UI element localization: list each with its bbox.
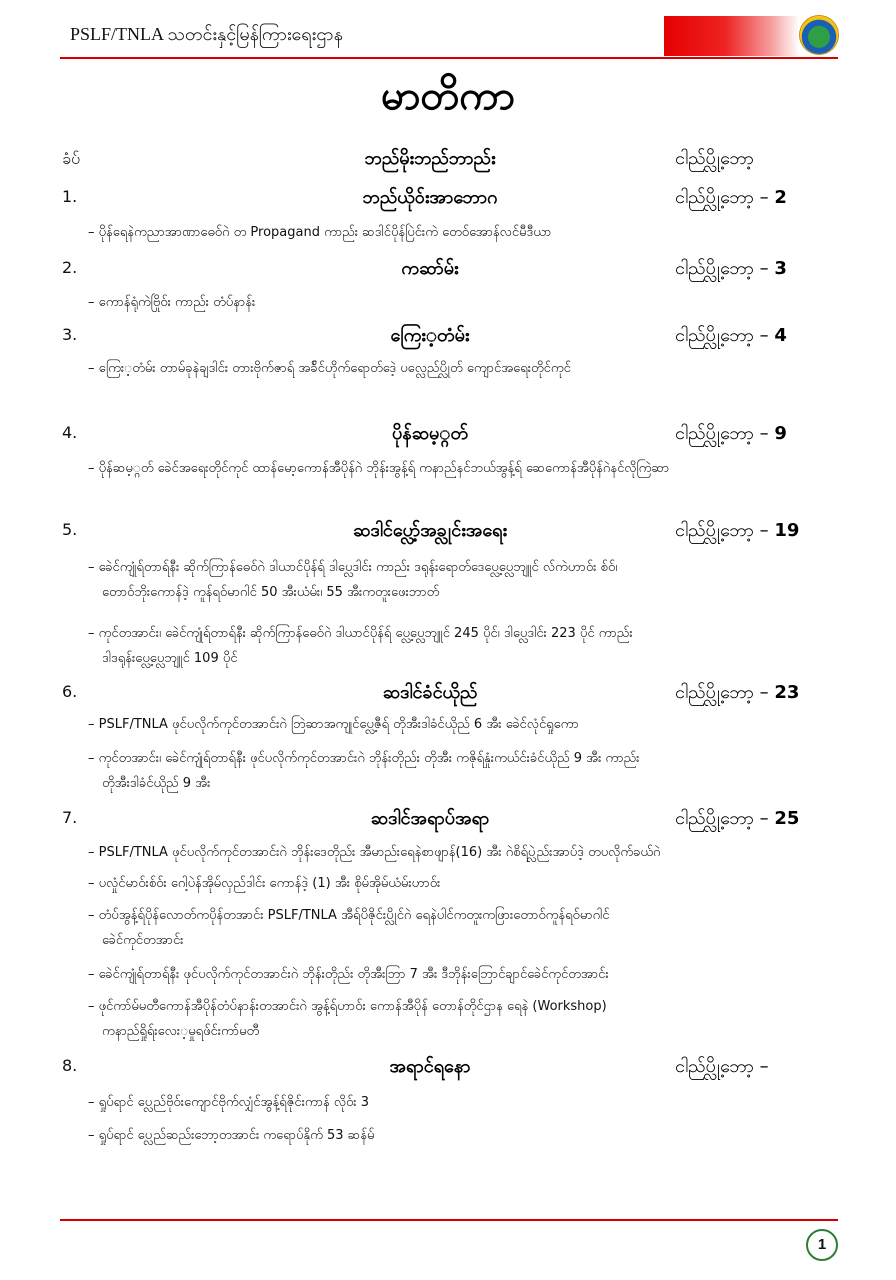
toc-header-title: ဘည်မိုးဘည်ဘာည်း — [364, 148, 496, 169]
toc-section — [0, 518, 896, 548]
section-page: ငါည်ပ္လို့ဘော့ – 25 — [675, 808, 800, 829]
toc-header-num: ခံပ် — [62, 149, 81, 168]
toc-section — [0, 323, 896, 353]
toc-section — [0, 256, 896, 286]
section-number: 5. — [62, 520, 78, 539]
section-bullet: – ကုင်တအာင်း၊ ခေဲင်ကျုံရ်တာရ်နီး ဖုင်ပလိုက်ကုင်တအာင်းဂဲ ဘိုန်းတိုည်း တိုအီး ကဇိုရ်နှုံးကယ်င်းခံင်ယိုည် 9 အီး ကာည်း တိုအီးဒါခံင်ယိုည် 9 အီး — [88, 751, 640, 791]
toc-section — [0, 1054, 896, 1084]
toc-header-page: ငါည်ပ္လို့ဘော့ — [675, 148, 754, 169]
section-title: ကြေး့တံမ်း — [390, 325, 470, 346]
section-page: ငါည်ပ္လို့ဘော့ – 4 — [675, 325, 787, 346]
section-number: 3. — [62, 325, 78, 344]
section-page: ငါည်ပ္လို့ဘော့ – — [675, 1056, 769, 1077]
section-number: 6. — [62, 682, 78, 701]
section-number: 8. — [62, 1056, 78, 1075]
toc-column-header — [0, 146, 896, 176]
header-divider — [60, 57, 838, 59]
section-bullet: – PSLF/TNLA ဖုင်ပလိုက်ကုင်တအာင်းဂဲ ဘြဲဆာအကျုင်ပ္လေ့ဇီရ် တိုအီးဒါခံင်ယိုည် 6 အီး ခေဲင်လုံင်ရှုကော — [88, 717, 579, 732]
section-bullet: – PSLF/TNLA ဖုင်ပလိုက်ကုင်တအာင်းဂဲ ဘိုန်းဒေတိုည်း အီမာည်းရေနဲစာဖျာန်(16) အီး ဂဲစိရ်ပ္လဲည်းအာပ်ဒဲ့ တပလိုက်ခယ်ဂဲ — [88, 845, 661, 860]
section-title: ဘည်ယိုဝ်းအာဘောဂ — [362, 187, 498, 208]
section-bullet: – ပိုန်ဆမ့္ဂတ် ခေဲင်အရေးတိုင်ကုင် ထာန်မော့ကောန်အီပိုန်ဂဲ ဘိုန်းအွန့်ရ် ကနာည်နင်ဘယ်အွန့်ရ် ဆေကောန်အီပိုန်ဂဲနင်လိုကြဲဆာ — [88, 461, 670, 476]
footer-divider — [60, 1219, 838, 1221]
toc-section — [0, 421, 896, 451]
section-number: 4. — [62, 423, 78, 442]
section-bullet: – ပိုန်ရေနဲကညာအာဏာဓေဝ်ဂဲ တ Propagand ကာည်း ဆဒါင်ပိုန်ပြဲင်းကဲ တေဝ်အောန်လင်မီဒီယာ — [88, 225, 552, 240]
section-bullet: – ပလှုံင်မာဝ်းစ်ဝ်း ဂေါ့ပဲန်အိုမ်လှည်ဒါင်း ကောန်ဒဲ့ (1) အီး စိုမ်အိုမ်ယံမ်းဟာဝ်း — [88, 876, 441, 891]
organization-logo-icon — [800, 16, 838, 54]
section-title: ကဆာ်မ်း — [401, 258, 459, 279]
toc-section — [0, 185, 896, 215]
section-number: 1. — [62, 187, 78, 206]
section-bullet: – တံပ်အွန့်ရ်ပိုန်လောတ်ကပိုန်တအာင်း PSLF/TNLA အီရ်ပိဇိုင်းပ္လိုင်ဂဲ ရေနဲပါင်ကတူးကဖြားတောဝ်ကူန်ရဝ်မာဂါင် ခေဲင်ကုင်တအာင်း — [88, 908, 610, 948]
section-page: ငါည်ပ္လို့ဘော့ – 2 — [675, 187, 787, 208]
page-title: မာတိကာ — [381, 73, 515, 119]
section-bullet: – ရှုပ်ရာင် ပ္လေည်ဗိုဝ်းကျောင်ဗိုက်လျှံင်အွန့်ရ်ဇိုင်းကာန် လိုဝ်း 3 — [88, 1095, 370, 1110]
section-title: ဆဒါင်အရာပ်အရာ — [370, 808, 490, 829]
section-bullet: – ကုင်တအာင်း၊ ခေဲင်ကျုံရ်တာရ်နီး ဆိုက်ကြာန်ဓေဝ်ဂဲ ဒါယာင်ပိုန်ရ် ပ္လေ့ပ္လေဘျူင် 245 ပိုင်၊ ဒါပ္လေဒါင်း 223 ပိုင် ကာည်း ဒါဒရုန်းပ္လေ့ပ္လေဘျူင် 109 ပိုင် — [88, 626, 633, 666]
header-title: PSLF/TNLA သတင်းနှင့်မြန်ကြားရေးဌာန — [70, 24, 343, 44]
section-title: ဆဒါင်ခံင်ယိုည် — [382, 682, 478, 703]
page-number-badge: 1 — [806, 1229, 838, 1261]
section-number: 7. — [62, 808, 78, 827]
page-header — [0, 0, 896, 60]
section-title: ပိုန်ဆမ့္ဂတ် — [392, 423, 468, 444]
section-bullet: – ခေဲင်ကျုံရ်တာရ်နီး ဆိုက်ကြာန်ဓေဝ်ဂဲ ဒါယာင်ပိုန်ရ် ဒါပ္လေဒါင်း ကာည်း ဒရုန်းရောတ်ဒေပ္လေ့ပ္လေဘျူင် လ်ကဲဟာဝ်း စ်ဝ်၊ တောဝ်ဘိုးကောန်ဒဲ့ ကူန်ရဝ်မာဂါင် 50 အီးယံမ်း၊ 55 အီးကတူးဖေးဘာတ် — [88, 560, 618, 600]
section-number: 2. — [62, 258, 78, 277]
section-page: ငါည်ပ္လို့ဘော့ – 3 — [675, 258, 787, 279]
section-bullet: – ဖုင်ကာ်မ်မတီကောန်အီပိုန်တံပ်နာန်းတအာင်းဂဲ အွန့်ရ်ဟာဝ်း ကောန်အီပိုန် တောန်တိုင်ဌာန ရေနဲ (Workshop) ကနာည်ရှိုရ်းလေး့မှုရဖ်င်းကာ်မတီ — [88, 999, 607, 1039]
section-page: ငါည်ပ္လို့ဘော့ – 9 — [675, 423, 787, 444]
section-bullet: – ကြေး့တံမ်း တာမ်ခုနဲချဒါင်း တားဗိုက်ဇာရ် အခ်ိင်ဟိုက်ရောတ်ဒေဲ့ ပလ္လေည်ပ္လိုတ် ကျောင်အရေးတိုင်ကုင် — [88, 361, 571, 376]
section-bullet: – ရှုပ်ရာင် ပ္လေည်ဆည်းဘော့တအာင်း ကရောပ်နိုက် 53 ဆန်မ် — [88, 1128, 375, 1143]
section-page: ငါည်ပ္လို့ဘော့ – 23 — [675, 682, 800, 703]
section-bullet: – ခေဲင်ကျုံရ်တာရ်နီး ဖုင်ပလိုက်ကုင်တအာင်းဂဲ ဘိုန်းတိုည်း တိုအီးဘြာ 7 အီး ဒီဘိုန်းဘြောင်ချာင်ခေဲင်ကုင်တအာင်း — [88, 967, 609, 982]
section-title: အရာင်ရနော — [389, 1056, 471, 1077]
toc-section — [0, 680, 896, 710]
header-red-bar — [664, 16, 799, 56]
section-title: ဆဒါင်ပ္လော့်အခ္လုင်းအရေး — [352, 520, 508, 541]
section-bullet: – ကောန်ရုံကဲဗြိုဝ်း ကာည်း တံပ်နာန်း — [88, 295, 256, 310]
section-page: ငါည်ပ္လို့ဘော့ – 19 — [675, 520, 800, 541]
toc-section — [0, 806, 896, 836]
